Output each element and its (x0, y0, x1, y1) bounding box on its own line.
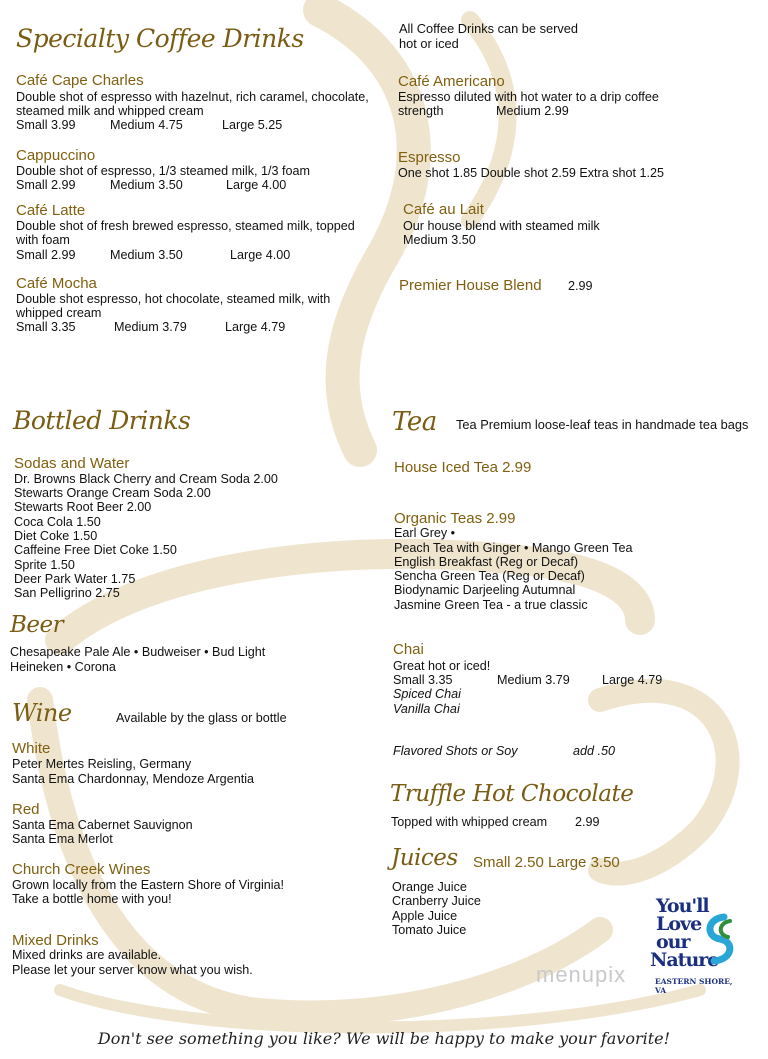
menu-item-cafe-au-lait: Café au Lait (403, 201, 484, 218)
item-description: Double shot of espresso with hazelnut, rich caramel, chocolate, (16, 90, 369, 104)
price-medium: Medium 2.99 (496, 104, 569, 118)
list-item: Grown locally from the Eastern Shore of Virginia! (12, 878, 285, 892)
organic-teas: Organic Teas 2.99 (394, 510, 516, 527)
logo-subtitle: EASTERN SHORE, VA (655, 977, 733, 995)
list-item: Coca Cola 1.50 (14, 515, 101, 529)
mixed-drinks: Mixed Drinks (12, 932, 99, 949)
list-item: English Breakfast (Reg or Decaf) (394, 555, 579, 569)
price-small: Small 3.35 (393, 673, 453, 687)
chai-variant: Spiced Chai (393, 687, 461, 701)
juices-section-title: Juices (391, 845, 458, 871)
footer-message: Don't see something you like? We will be happy to make your favorite! (97, 1029, 671, 1048)
espresso-prices: One shot 1.85 Double shot 2.59 Extra shot 1.25 (398, 166, 665, 180)
list-item: Dr. Browns Black Cherry and Cream Soda 2.00 (14, 472, 278, 486)
list-item: Santa Ema Merlot (12, 832, 113, 846)
logo-wave-icon (700, 913, 742, 965)
item-price: 2.99 (568, 279, 593, 293)
eastern-shore-logo (650, 893, 746, 995)
tea-section-title: Tea (392, 407, 437, 437)
price-medium: Medium 3.79 (497, 673, 570, 687)
list-item: Deer Park Water 1.75 (14, 572, 136, 586)
menu-item-espresso: Espresso (398, 149, 461, 166)
list-item: Please let your server know what you wish. (12, 963, 253, 977)
list-item: Diet Coke 1.50 (14, 529, 98, 543)
list-item: Caffeine Free Diet Coke 1.50 (14, 543, 177, 557)
item-description: Double shot of fresh brewed espresso, steamed milk, topped (16, 219, 355, 233)
price-small: Small 2.99 (16, 248, 76, 262)
item-description: Espresso diluted with hot water to a drip coffee (398, 90, 659, 104)
price-small: Small 2.99 (16, 178, 76, 192)
item-description: Our house blend with steamed milk (403, 219, 600, 233)
wine-section-title: Wine (12, 699, 72, 727)
price-large: Large 5.25 (222, 118, 283, 132)
logo-text: Love (656, 913, 702, 935)
list-item: Mixed drinks are available. (12, 948, 162, 962)
price-large: Large 4.00 (226, 178, 287, 192)
coffee-note: All Coffee Drinks can be served (399, 21, 579, 36)
list-item: Earl Grey • (394, 526, 456, 540)
menu-item-cafe-americano: Café Americano (398, 73, 505, 90)
price-small: Small 3.99 (16, 118, 76, 132)
price-medium: Medium 3.50 (110, 178, 183, 192)
item-description: steamed milk and whipped cream (16, 104, 204, 118)
tea-note: Tea Premium loose-leaf teas in handmade tea bags (456, 417, 749, 432)
menu-item-cafe-cape-charles: Café Cape Charles (16, 72, 144, 89)
beer-list: Heineken • Corona (10, 660, 116, 674)
price-large: Large 4.00 (230, 248, 291, 262)
truffle-section-title: Truffle Hot Chocolate (390, 781, 634, 807)
wine-note: Available by the glass or bottle (116, 711, 287, 725)
list-item: Sprite 1.50 (14, 558, 75, 572)
list-item: Cranberry Juice (392, 894, 481, 908)
logo-text: You'll (656, 895, 709, 917)
list-item: Peach Tea with Ginger • Mango Green Tea (394, 541, 633, 555)
list-item: Biodynamic Darjeeling Autumnal (394, 583, 576, 597)
wine-white: White (12, 740, 51, 757)
coffee-note: hot or iced (399, 36, 459, 51)
price-large: Large 4.79 (225, 320, 286, 334)
bottled-section-title: Bottled Drinks (13, 406, 191, 435)
menu-item-cafe-latte: Café Latte (16, 202, 86, 219)
item-price: 2.99 (575, 815, 600, 829)
price-medium: Medium 3.50 (110, 248, 183, 262)
sodas-subtitle: Sodas and Water (14, 455, 130, 472)
price-large: Large 4.79 (602, 673, 663, 687)
item-description: Double shot of espresso, 1/3 steamed milk, 1/3 foam (16, 164, 311, 178)
list-item: Santa Ema Chardonnay, Mendoze Argentia (12, 772, 254, 786)
item-description: strength (398, 104, 444, 118)
list-item: Take a bottle home with you! (12, 892, 172, 906)
item-description: Double shot espresso, hot chocolate, steamed milk, with (16, 292, 331, 306)
list-item: Santa Ema Cabernet Sauvignon (12, 818, 193, 832)
list-item: Stewarts Root Beer 2.00 (14, 500, 152, 514)
logo-text: Nature (650, 949, 719, 971)
flavored-shots-price: add .50 (573, 744, 616, 758)
flavored-shots: Flavored Shots or Soy (393, 744, 518, 758)
menu-item-premier-house-blend: Premier House Blend (399, 277, 542, 294)
item-description: Great hot or iced! (393, 659, 491, 673)
item-description: Topped with whipped cream (391, 815, 548, 829)
item-description: with foam (16, 233, 70, 247)
list-item: Stewarts Orange Cream Soda 2.00 (14, 486, 211, 500)
wine-red: Red (12, 801, 40, 818)
beer-list: Chesapeake Pale Ale • Budweiser • Bud Light (10, 645, 266, 659)
list-item: Peter Mertes Reisling, Germany (12, 757, 192, 771)
menu-item-chai: Chai (393, 641, 424, 658)
list-item: San Pelligrino 2.75 (14, 586, 120, 600)
price-medium: Medium 4.75 (110, 118, 183, 132)
church-creek-wines: Church Creek Wines (12, 861, 151, 878)
list-item: Orange Juice (392, 880, 467, 894)
juice-prices: Small 2.50 Large 3.50 (473, 854, 620, 871)
menu-item-cappuccino: Cappuccino (16, 147, 96, 164)
coffee-section-title: Specialty Coffee Drinks (16, 24, 304, 53)
list-item: Tomato Juice (392, 923, 467, 937)
price-small: Small 3.35 (16, 320, 76, 334)
list-item: Jasmine Green Tea - a true classic (394, 598, 588, 612)
list-item: Apple Juice (392, 909, 458, 923)
price-medium: Medium 3.79 (114, 320, 187, 334)
logo-text: our (656, 931, 690, 953)
list-item: Sencha Green Tea (Reg or Decaf) (394, 569, 585, 583)
beer-section-title: Beer (10, 612, 64, 638)
item-description: whipped cream (16, 306, 102, 320)
chai-variant: Vanilla Chai (393, 702, 460, 716)
menu-item-house-iced-tea: House Iced Tea 2.99 (394, 459, 532, 476)
price-medium: Medium 3.50 (403, 233, 476, 247)
menu-item-cafe-mocha: Café Mocha (16, 275, 97, 292)
menupix-watermark: menupix (536, 962, 627, 987)
